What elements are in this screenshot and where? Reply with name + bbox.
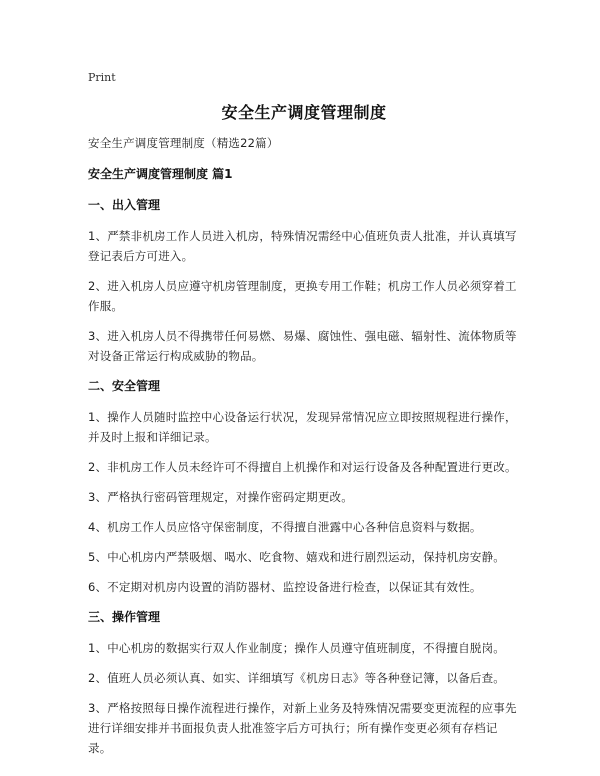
paragraph: 1、操作人员随时监控中心设备运行状况，发现异常情况应立即按照规程进行操作，并及时上报和详细记录。 <box>88 410 517 444</box>
paragraph: 2、进入机房人员应遵守机房管理制度，更换专用工作鞋；机房工作人员必须穿着工作服。 <box>88 279 517 313</box>
chapter-heading: 安全生产调度管理制度 篇1 <box>88 167 233 181</box>
paragraph: 3、严格执行密码管理规定，对操作密码定期更改。 <box>88 490 353 504</box>
print-label[interactable]: Print <box>88 71 116 84</box>
section-heading-security: 二、安全管理 <box>88 379 161 393</box>
paragraph: 1、严禁非机房工作人员进入机房，特殊情况需经中心值班负责人批准，并认真填写登记表后方可进入。 <box>88 229 517 263</box>
paragraph: 6、不定期对机房内设置的消防器材、监控设备进行检查，以保证其有效性。 <box>88 580 482 594</box>
paragraph: 3、进入机房人员不得携带任何易燃、易爆、腐蚀性、强电磁、辐射性、流体物质等对设备正常运行构成威胁的物品。 <box>88 329 517 363</box>
paragraph: 5、中心机房内严禁吸烟、喝水、吃食物、嬉戏和进行剧烈运动，保持机房安静。 <box>88 550 506 564</box>
document-title: 安全生产调度管理制度 <box>221 103 387 122</box>
section-heading-operation: 三、操作管理 <box>88 610 161 624</box>
document-subtitle: 安全生产调度管理制度（精选22篇） <box>88 136 279 150</box>
section-heading-entry: 一、出入管理 <box>88 198 161 212</box>
paragraph: 2、值班人员必须认真、如实、详细填写《机房日志》等各种登记簿，以备后查。 <box>88 671 506 685</box>
paragraph: 4、机房工作人员应恪守保密制度，不得擅自泄露中心各种信息资料与数据。 <box>88 520 482 534</box>
paragraph: 1、中心机房的数据实行双人作业制度；操作人员遵守值班制度，不得擅自脱岗。 <box>88 641 506 655</box>
document-body <box>88 133 520 768</box>
paragraph: 2、非机房工作人员未经许可不得擅自上机操作和对运行设备及各种配置进行更改。 <box>88 460 517 474</box>
paragraph: 3、严格按照每日操作流程进行操作，对新上业务及特殊情况需要变更流程的应事先进行详细安排并书面报负责人批准签字后方可执行；所有操作变更必须有存档记录。 <box>88 701 517 755</box>
